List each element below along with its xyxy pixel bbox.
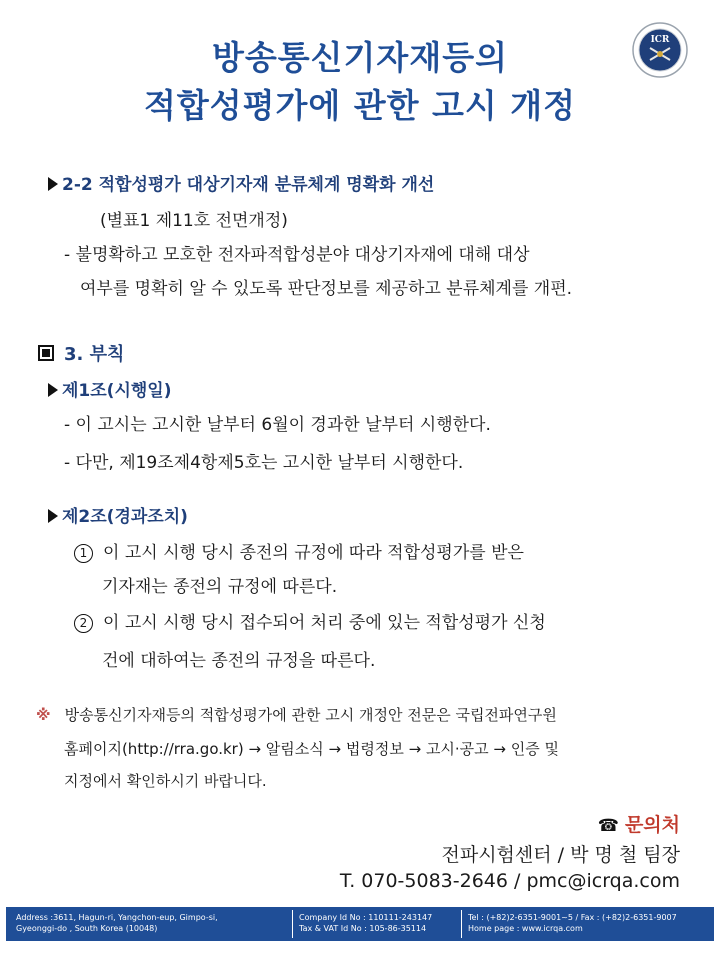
note-line3: 지정에서 확인하시기 바랍니다. — [64, 772, 267, 790]
article-2-item1-line2: 기자재는 종전의 규정에 따른다. — [102, 577, 338, 597]
article-1-item2: - 다만, 제19조제4항제5호는 고시한 날부터 시행한다. — [64, 453, 464, 473]
page-title-line2: 적합성평가에 관한 고시 개정 — [143, 86, 576, 125]
triangle-bullet-icon — [48, 383, 58, 397]
section-2-2-heading: 2-2 적합성평가 대상기자재 분류체계 명확화 개선 — [48, 170, 434, 195]
section-2-2-sub: (별표1 제11호 전면개정) — [100, 211, 288, 231]
article-1-item1: - 이 고시는 고시한 날부터 6월이 경과한 날부터 시행한다. — [64, 415, 491, 435]
contact-phone-email: T. 070-5083-2646 / pmc@icrqa.com — [339, 870, 680, 892]
footer-divider — [461, 910, 462, 938]
telephone-icon: ☎ — [597, 816, 619, 836]
footer-divider — [292, 910, 293, 938]
section-2-2-bullet-line1: - 불명확하고 모호한 전자파적합성분야 대상기자재에 대해 대상 — [64, 245, 530, 265]
note-line2: 홈페이지(http://rra.go.kr) → 알림소식 → 법령정보 → 고시·공고 → 인증 및 — [64, 740, 560, 758]
section-3-heading: 3. 부칙 — [38, 340, 124, 366]
article-2-item2-line1: 2 이 고시 시행 당시 접수되어 처리 중에 있는 적합성평가 신청 — [74, 608, 546, 633]
triangle-bullet-icon — [48, 509, 58, 523]
note-line1: ※ 방송통신기자재등의 적합성평가에 관한 고시 개정안 전문은 국립전파연구원 — [36, 706, 557, 724]
section-2-2-bullet-line2: 여부를 명확히 알 수 있도록 판단정보를 제공하고 분류체계를 개편. — [80, 279, 573, 299]
footer-bar — [6, 907, 714, 941]
triangle-bullet-icon — [48, 177, 58, 191]
icr-seal-logo — [632, 22, 688, 78]
reference-mark-icon: ※ — [36, 706, 51, 724]
article-2-item2-line2: 건에 대하여는 종전의 규정을 따른다. — [102, 651, 376, 671]
footer-company: Company Id No : 110111-243147 Tax & VAT Id No : 105-86-35114 — [299, 913, 433, 933]
contact-org: 전파시험센터 / 박 명 철 팀장 — [441, 844, 680, 866]
page-title-line1: 방송통신기자재등의 — [212, 38, 508, 77]
circled-number-1: 1 — [74, 544, 93, 563]
circled-number-2: 2 — [74, 614, 93, 633]
logo-text: ICR — [650, 35, 670, 45]
article-2-item1-line1: 1 이 고시 시행 당시 종전의 규정에 따라 적합성평가를 받은 — [74, 538, 524, 563]
footer-contact: Tel : (+82)2-6351-9001~5 / Fax : (+82)2-6351-9007 Home page : www.icrqa.com — [468, 913, 677, 933]
footer-address: Address :3611, Hagun-ri, Yangchon-eup, Gimpo-si, Gyeonggi-do , South Korea (10048) — [16, 913, 218, 933]
article-1-heading: 제1조(시행일) — [48, 376, 171, 401]
square-bullet-icon — [38, 345, 54, 361]
article-2-heading: 제2조(경과조치) — [48, 502, 188, 527]
contact-title: ☎ 문의처 — [597, 814, 680, 836]
